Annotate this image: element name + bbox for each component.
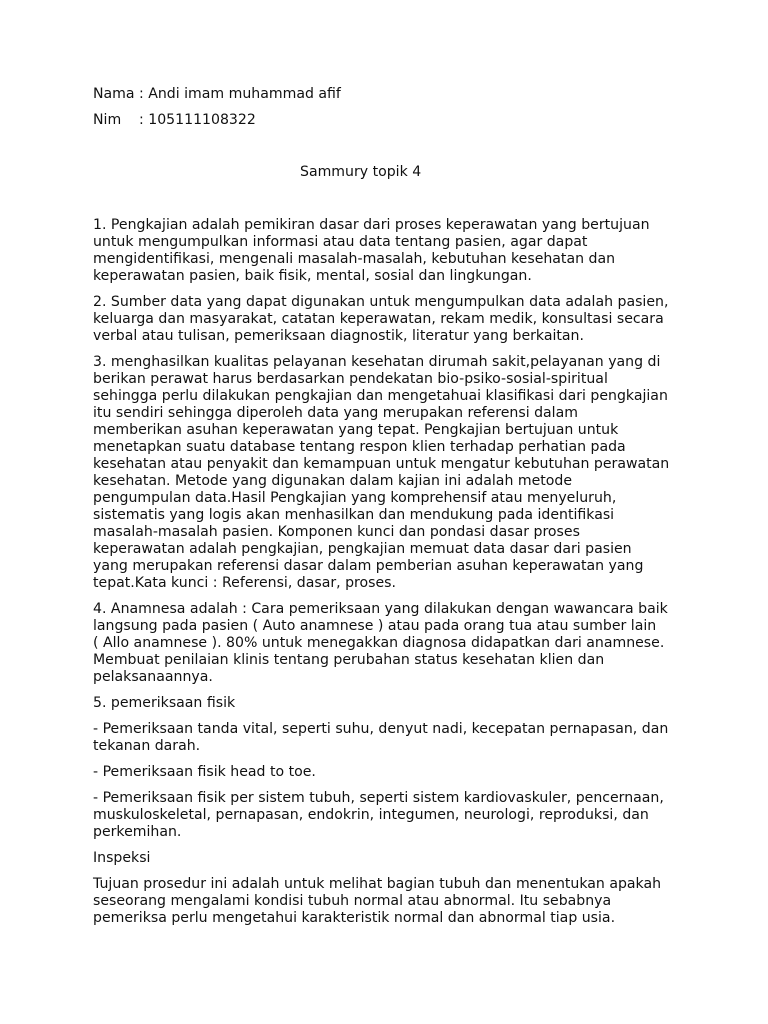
nim-row <box>93 112 683 129</box>
name-row <box>93 86 683 103</box>
bullet-tanda-vital: - Pemeriksaan tanda vital, seperti suhu, denyut nadi, kecepatan pernapasan, dan tekanan darah. <box>93 721 669 754</box>
paragraph-2-sumber-data: 2. Sumber data yang dapat digunakan untuk mengumpulkan data adalah pasien, keluarga dan masyarakat, catatan keperawatan, rekam medik, konsultasi secara verbal atau tulisan, pemeriksaan diagnostik, literatur yang berkaitan. <box>93 294 669 344</box>
name-label: Nama <box>93 86 135 102</box>
heading-inspeksi: Inspeksi <box>93 850 151 866</box>
nim-label: Nim <box>93 112 122 128</box>
paragraph-1-pengkajian: 1. Pengkajian adalah pemikiran dasar dari proses keperawatan yang bertujuan untuk mengumpulkan informasi atau data tentang pasien, agar dapat mengidentifikasi, mengenali masalah-masalah, kebutuhan kesehatan dan keperawatan pasien, baik fisik, mental, sosial dan lingkungan. <box>93 217 650 284</box>
paragraph-4-anamnesa: 4. Anamnesa adalah : Cara pemeriksaan yang dilakukan dengan wawancara baik langsung pada pasien ( Auto anamnese ) atau pada orang tua atau sumber lain ( Allo anamnese ). 80% untuk menegakkan diagnosa didapatkan dari anamnese. Membuat penilaian klinis tentang perubahan status kesehatan klien dan pelaksanaannya. <box>93 601 668 685</box>
paragraph-5-pemeriksaan-fisik: 5. pemeriksaan fisik <box>93 695 236 711</box>
paragraph-3-kualitas-pelayanan: 3. menghasilkan kualitas pelayanan kesehatan dirumah sakit,pelayanan yang di berikan perawat harus berdasarkan pendekatan bio-psiko-sosial-spiritual sehingga perlu dilakukan pengkajian dan mengetahuai klasifikasi dari pengkajian itu sendiri sehingga diperoleh data yang merupakan referensi dalam memberikan asuhan keperawatan yang tepat. Pengkajian bertujuan untuk menetapkan suatu database tentang respon klien terhadap perhatian pada kesehatan atau penyakit dan kemampuan untuk mengatur kebutuhan perawatan kesehatan. Metode yang digunakan dalam kajian ini adalah metode pengumpulan data.Hasil Pengkajian yang komprehensif atau menyeluruh, sistematis yang logis akan menhasilkan dan mendukung pada identifikasi masalah-masalah pasien. Komponen kunci dan pondasi dasar proses keperawatan adalah pengkajian, pengkajian memuat data dasar dari pasien yang merupakan referensi dasar dalam pemberian asuhan keperawatan yang tepat.Kata kunci : Referensi, dasar, proses. <box>93 354 670 591</box>
name-value: : Andi imam muhammad afif <box>139 86 341 102</box>
bullet-per-sistem: - Pemeriksaan fisik per sistem tubuh, seperti sistem kardiovaskuler, pencernaan, muskuloskeletal, pernapasan, endokrin, integumen, neurologi, reproduksi, dan perkemihan. <box>93 790 664 840</box>
document-body <box>93 86 683 936</box>
nim-value: : 105111108322 <box>139 112 256 128</box>
bullet-head-to-toe: - Pemeriksaan fisik head to toe. <box>93 764 316 780</box>
paragraph-inspeksi-tujuan: Tujuan prosedur ini adalah untuk melihat bagian tubuh dan menentukan apakah seseorang mengalami kondisi tubuh normal atau abnormal. Itu sebabnya pemeriksa perlu mengetahui karakteristik normal dan abnormal tiap usia. <box>93 876 662 926</box>
document-title: Sammury topik 4 <box>300 164 422 180</box>
